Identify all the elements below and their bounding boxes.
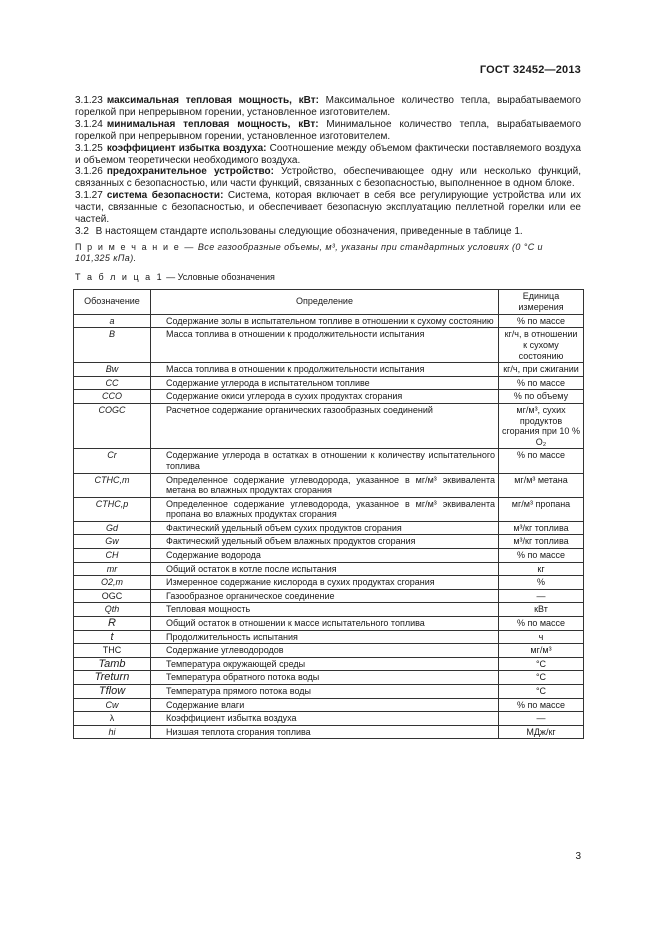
cell-symbol: mr (74, 562, 151, 576)
cell-definition: Фактический удельный объем влажных продуктов сгорания (151, 535, 499, 549)
table-row (74, 725, 584, 739)
cell-definition: Общий остаток в котле после испытания (151, 562, 499, 576)
table-row (74, 617, 584, 631)
cell-symbol: Treturn (74, 671, 151, 685)
paragraph-term: предохранительное устройство: (106, 166, 274, 178)
cell-symbol: CTHC,m (74, 473, 151, 497)
paragraph-number: 3.1.23 (75, 95, 103, 106)
table-row (74, 535, 584, 549)
cell-definition: Газообразное органическое соединение (151, 589, 499, 603)
cell-definition: Расчетное содержание органических газообразных соединений (151, 403, 499, 448)
cell-unit: °C (499, 657, 584, 671)
table-row (74, 698, 584, 712)
cell-definition: Температура обратного потока воды (151, 671, 499, 685)
paragraph-number: 3.2 (75, 225, 89, 237)
table-row (74, 390, 584, 404)
definition-paragraph (75, 166, 581, 190)
paragraph-number: 3.1.27 (75, 190, 103, 202)
cell-symbol: Gd (74, 521, 151, 535)
cell-definition: Общий остаток в отношении к массе испытательного топлива (151, 617, 499, 631)
cell-unit: °C (499, 671, 584, 685)
cell-definition: Измеренное содержание кислорода в сухих продуктах сгорания (151, 576, 499, 590)
cell-unit: м³/кг топлива (499, 521, 584, 535)
paragraph-text: Устройство, обеспечивающее одну или несколько функций, связанных с безопасностью, или части функций, связанных с безопасностью, выполненное в одном блоке. (75, 166, 581, 190)
cell-definition: Содержание влаги (151, 698, 499, 712)
cell-unit: кВт (499, 603, 584, 617)
table-caption-text: — Условные обозначения (163, 271, 275, 282)
cell-symbol: Tflow (74, 685, 151, 699)
definitions-list (75, 95, 581, 238)
table-row (74, 314, 584, 328)
cell-unit: ч (499, 630, 584, 644)
table-row (74, 712, 584, 726)
note-text: Все газообразные объемы, м³, указаны при стандартных условиях (0 °С и 101,325 кПа). (75, 241, 543, 263)
cell-symbol: t (74, 630, 151, 644)
paragraph-number: 3.1.24 (75, 118, 103, 130)
cell-symbol: CCO (74, 390, 151, 404)
cell-definition: Тепловая мощность (151, 603, 499, 617)
cell-symbol: CC (74, 376, 151, 390)
cell-unit: МДж/кг (499, 725, 584, 739)
definition-paragraph (75, 95, 581, 119)
table-row (74, 630, 584, 644)
table-row (74, 549, 584, 563)
cell-symbol: OGC (74, 589, 151, 603)
cell-symbol: hi (74, 725, 151, 739)
paragraph-text: Соотношение между объемом фактически поставляемого воздуха и объемом теоретически необходимого воздуха. (75, 142, 581, 166)
cell-definition: Низшая теплота сгорания топлива (151, 725, 499, 739)
cell-unit: мг/м³ метана (499, 473, 584, 497)
header-definition: Определение (151, 289, 499, 314)
symbols-table (73, 289, 584, 740)
note-label: П р и м е ч а н и е — (75, 241, 195, 252)
cell-definition: Продолжительность испытания (151, 630, 499, 644)
cell-unit: % по массе (499, 549, 584, 563)
page-number: 3 (575, 851, 581, 862)
cell-unit: °C (499, 685, 584, 699)
cell-definition: Коэффициент избытка воздуха (151, 712, 499, 726)
document-header: ГОСТ 32452—2013 (479, 64, 581, 76)
table-row (74, 657, 584, 671)
cell-definition: Содержание углеводородов (151, 644, 499, 658)
paragraph-number: 3.1.26 (75, 166, 103, 178)
cell-unit: % (499, 576, 584, 590)
paragraph-text: В настоящем стандарте использованы следующие обозначения, приведенные в таблице 1. (92, 225, 523, 237)
cell-unit: кг/ч, в отношении к сухому состоянию (499, 328, 584, 363)
header-unit: Единица измерения (499, 289, 584, 314)
cell-unit: кг/ч, при сжигании (499, 363, 584, 377)
cell-definition: Содержание водорода (151, 549, 499, 563)
paragraph-term: минимальная тепловая мощность, кВт: (106, 118, 319, 130)
cell-symbol: Bw (74, 363, 151, 377)
cell-definition: Масса топлива в отношении к продолжительности испытания (151, 363, 499, 377)
cell-symbol: THC (74, 644, 151, 658)
cell-definition: Определенное содержание углеводорода, указанное в мг/м³ эквивалента метана во влажных продуктах сгорания (151, 473, 499, 497)
table-row (74, 685, 584, 699)
table-row (74, 376, 584, 390)
cell-unit: мг/м³ пропана (499, 497, 584, 521)
table-body (74, 314, 584, 739)
cell-definition: Температура прямого потока воды (151, 685, 499, 699)
cell-unit: — (499, 589, 584, 603)
definition-paragraph (75, 143, 581, 167)
cell-unit: мг/м³ (499, 644, 584, 658)
cell-symbol: COGC (74, 403, 151, 448)
table-row (74, 328, 584, 363)
cell-unit: мг/м³, сухих продуктов сгорания при 10 % O₂ (499, 403, 584, 448)
cell-symbol: CTHC,p (74, 497, 151, 521)
cell-definition: Фактический удельный объем сухих продуктов сгорания (151, 521, 499, 535)
paragraph-text: Максимальное количество тепла, вырабатываемого горелкой при непрерывном горении, установленное изготовителем. (75, 95, 581, 118)
header-symbol: Обозначение (74, 289, 151, 314)
definition-paragraph (75, 190, 581, 226)
cell-unit: % по массе (499, 617, 584, 631)
cell-definition: Определенное содержание углеводорода, указанное в мг/м³ эквивалента пропана во влажных продуктах сгорания (151, 497, 499, 521)
cell-unit: % по массе (499, 314, 584, 328)
table-row (74, 671, 584, 685)
cell-unit: — (499, 712, 584, 726)
table-row (74, 562, 584, 576)
cell-definition: Содержание золы в испытательном топливе в отношении к сухому состоянию (151, 314, 499, 328)
paragraph-term: коэффициент избытка воздуха: (106, 142, 267, 154)
cell-unit: % по массе (499, 376, 584, 390)
cell-symbol: B (74, 328, 151, 363)
paragraph-term: максимальная тепловая мощность, кВт: (106, 95, 319, 106)
cell-definition: Масса топлива в отношении к продолжительности испытания (151, 328, 499, 363)
cell-symbol: CH (74, 549, 151, 563)
cell-unit: % по объему (499, 390, 584, 404)
paragraph-text: Система, которая включает в себя все регулирующие устройства или их части, связанные с безопасностью, и обеспечивает безопасную эксплуатацию пеллетной горелки или ее частей. (75, 190, 581, 226)
cell-symbol: Tamb (74, 657, 151, 671)
definition-paragraph (75, 226, 581, 238)
table-row (74, 521, 584, 535)
table-row (74, 497, 584, 521)
table-row (74, 363, 584, 377)
cell-definition: Содержание углерода в остатках в отношении к количеству испытательного топлива (151, 449, 499, 473)
paragraph-number: 3.1.25 (75, 142, 103, 154)
table-row (74, 589, 584, 603)
paragraph-text: Минимальное количество тепла, вырабатываемого горелкой при непрерывном горении, установленное изготовителем. (75, 118, 582, 142)
definition-paragraph (75, 119, 581, 143)
table-row (74, 576, 584, 590)
cell-symbol: λ (74, 712, 151, 726)
paragraph-term: система безопасности: (106, 190, 224, 202)
cell-definition: Содержание окиси углерода в сухих продуктах сгорания (151, 390, 499, 404)
table-row (74, 403, 584, 448)
table-row (74, 603, 584, 617)
cell-symbol: a (74, 314, 151, 328)
cell-symbol: Gw (74, 535, 151, 549)
cell-symbol: Cw (74, 698, 151, 712)
table-row (74, 644, 584, 658)
table-header-row (74, 289, 584, 314)
table-caption-label: Т а б л и ц а 1 (75, 271, 164, 282)
page-content (75, 95, 581, 739)
cell-unit: % по массе (499, 449, 584, 473)
cell-unit: кг (499, 562, 584, 576)
cell-symbol: R (74, 617, 151, 631)
cell-symbol: O2,m (74, 576, 151, 590)
table-row (74, 449, 584, 473)
table-caption (75, 272, 581, 284)
cell-unit: м³/кг топлива (499, 535, 584, 549)
note (75, 242, 581, 264)
table-row (74, 473, 584, 497)
cell-symbol: Cr (74, 449, 151, 473)
cell-definition: Содержание углерода в испытательном топливе (151, 376, 499, 390)
cell-symbol: Qth (74, 603, 151, 617)
cell-definition: Температура окружающей среды (151, 657, 499, 671)
cell-unit: % по массе (499, 698, 584, 712)
